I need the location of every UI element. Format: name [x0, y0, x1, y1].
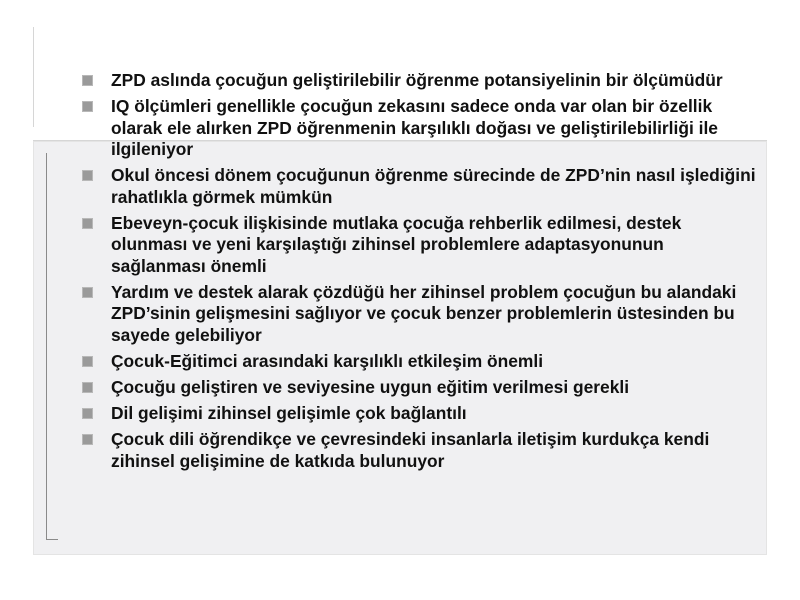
list-item [82, 429, 762, 472]
square-bullet-icon [82, 101, 93, 112]
list-item [82, 96, 762, 161]
square-bullet-icon [82, 75, 93, 86]
bullet-text: IQ ölçümleri genellikle çocuğun zekasını sadece onda var olan bir özellik olarak ele alırken ZPD öğrenmenin karşılıklı doğası ve geliştirilebilirliği ile ilgileniyor [111, 96, 718, 160]
decorative-horizontal-tick [46, 539, 58, 540]
square-bullet-icon [82, 382, 93, 393]
bullet-text: Ebeveyn-çocuk ilişkisinde mutlaka çocuğa rehberlik edilmesi, destek olunması ve yeni karşılaştığı zihinsel problemlere adaptasyonunun sağlanması önemli [111, 212, 682, 276]
decorative-vertical-line [46, 153, 47, 539]
list-item [82, 70, 762, 92]
square-bullet-icon [82, 287, 93, 298]
bullet-text: Çocuk-Eğitimci arasındaki karşılıklı etkileşim önemli [111, 350, 544, 371]
bullet-text: Okul öncesi dönem çocuğunun öğrenme sürecinde de ZPD’nin nasıl işlediğini rahatlıkla görmek mümkün [111, 165, 756, 207]
list-item [82, 351, 762, 373]
square-bullet-icon [82, 218, 93, 229]
decorative-top-frame [33, 27, 61, 127]
bullet-text: Çocuk dili öğrendikçe ve çevresindeki insanlarla iletişim kurdukça kendi zihinsel gelişimine de katkıda bulunuyor [111, 429, 710, 471]
list-item [82, 403, 762, 425]
square-bullet-icon [82, 170, 93, 181]
list-item [82, 213, 762, 278]
square-bullet-icon [82, 356, 93, 367]
list-item [82, 165, 762, 208]
bullet-text: ZPD aslında çocuğun geliştirilebilir öğrenme potansiyelinin bir ölçümüdür [111, 70, 723, 90]
bullet-text: Çocuğu geliştiren ve seviyesine uygun eğitim verilmesi gerekli [111, 377, 630, 398]
bullet-list [82, 70, 762, 477]
bullet-text: Dil gelişimi zihinsel gelişimle çok bağlantılı [111, 403, 467, 424]
list-item [82, 377, 762, 399]
list-item [82, 282, 762, 347]
square-bullet-icon [82, 434, 93, 445]
bullet-text: Yardım ve destek alarak çözdüğü her zihinsel problem çocuğun bu alandaki ZPD’sinin gelişmesini sağlıyor ve çocuk benzer problemlerin üstesinden bu sayede gelebiliyor [111, 281, 737, 345]
square-bullet-icon [82, 408, 93, 419]
